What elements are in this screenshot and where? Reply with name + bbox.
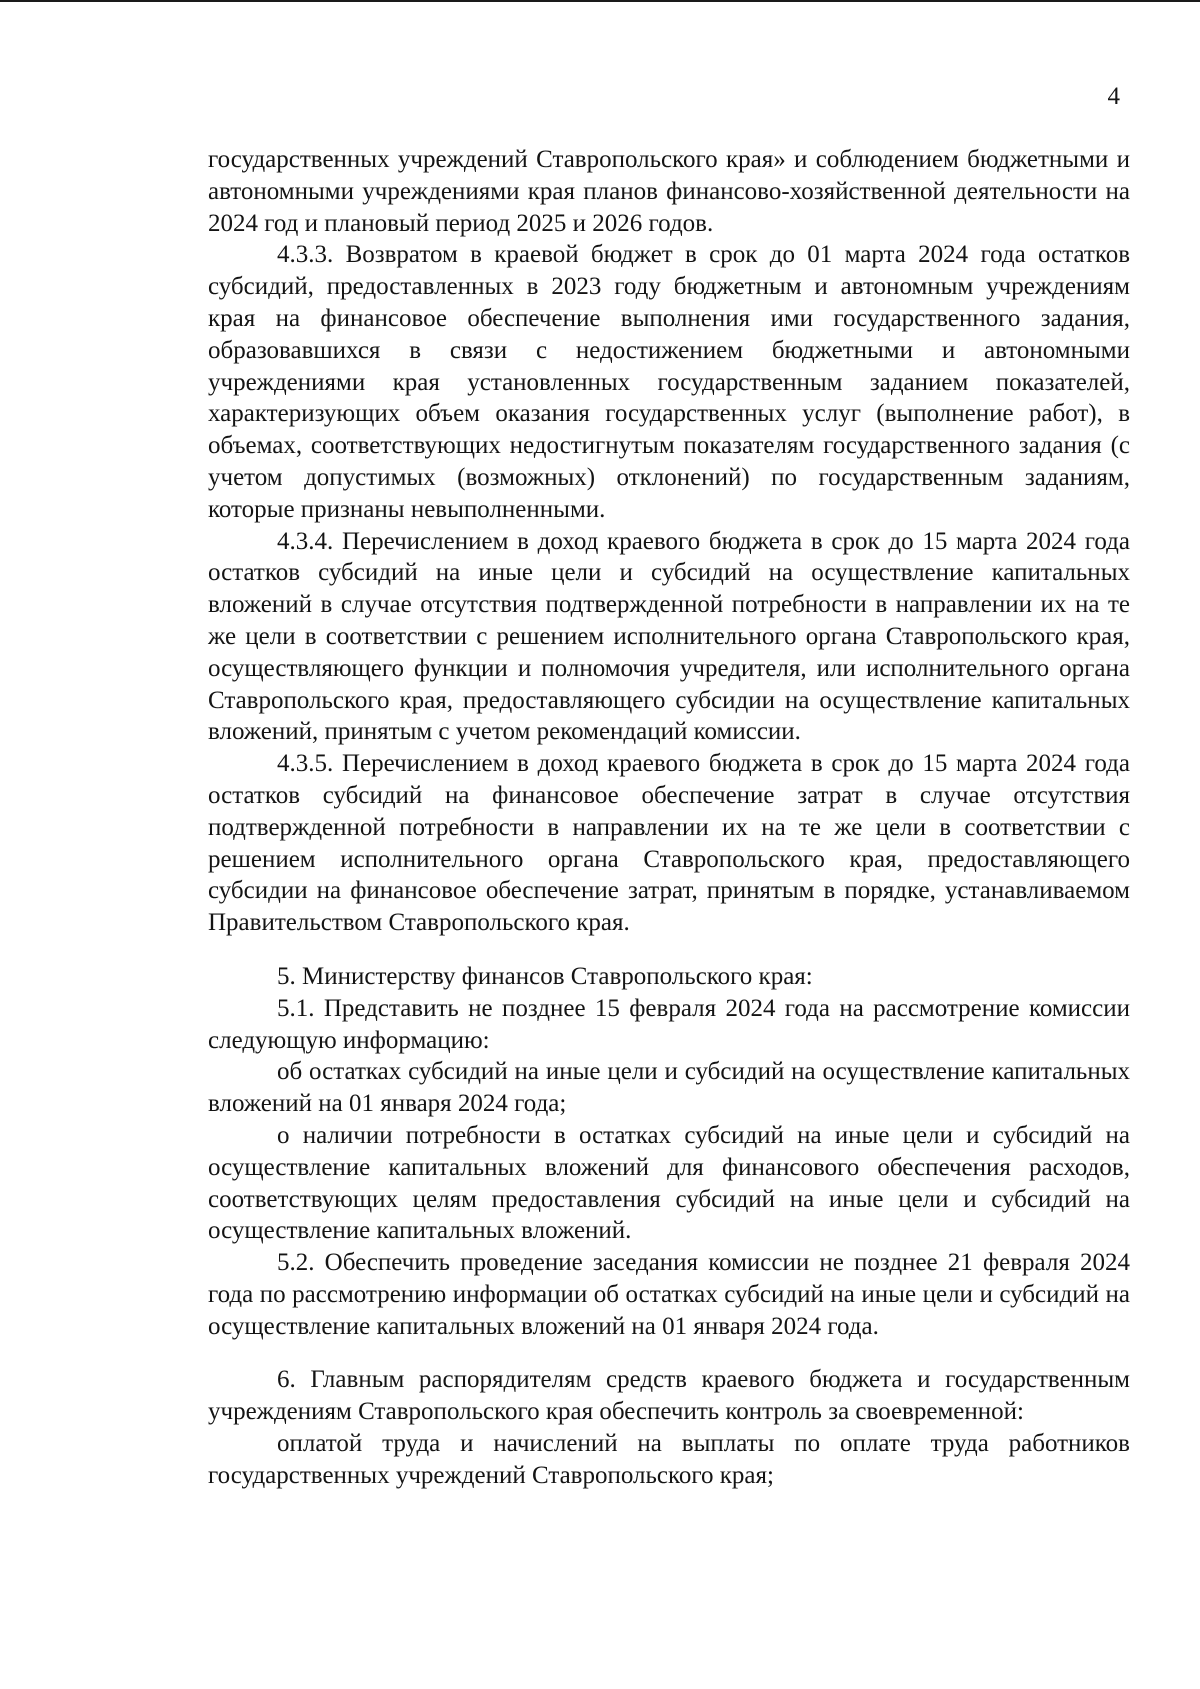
top-border-line	[0, 0, 1200, 6]
paragraph-6: 6. Главным распорядителям средств краевого бюджета и государственным учреждениям Ставропольского края обеспечить контроль за своевременной:	[208, 1366, 1130, 1426]
paragraph-6-item-1: оплатой труда и начислений на выплаты по оплате труда работников государственных учреждений Ставропольского края;	[208, 1430, 1130, 1489]
paragraph-continuation: государственных учреждений Ставропольского края» и соблюдением бюджетными и автономными учреждениями края планов финансово-хозяйственной деятельности на 2024 год и плановый период 2025 и 2026 годов.	[208, 146, 1130, 237]
paragraph-4-3-5: 4.3.5. Перечислением в доход краевого бюджета в срок до 15 марта 2024 года остатков субсидий на финансовое обеспечение затрат в случае отсутствия подтвержденной потребности в направлении их на те же цели в соответствии с решением исполнительного органа Ставропольского края, предоставляющего субсидии на финансовое обеспечение затрат, принятым в порядке, устанавливаемом Правительством Ставропольского края.	[208, 750, 1130, 937]
paragraph-5-2: 5.2. Обеспечить проведение заседания комиссии не позднее 21 февраля 2024 года по рассмотрению информации об остатках субсидий на иные цели и субсидий на осуществление капитальных вложений на 01 января 2024 года.	[208, 1249, 1130, 1340]
paragraph-5-1-item-1: об остатках субсидий на иные цели и субсидий на осуществление капитальных вложений на 01 января 2024 года;	[208, 1058, 1130, 1118]
paragraph-5-1-item-2: о наличии потребности в остатках субсидий на иные цели и субсидий на осуществление капитальных вложений для финансового обеспечения расходов, соответствующих целям предоставления субсидий на иные цели и субсидий на осуществление капитальных вложений.	[208, 1121, 1130, 1245]
page-number: 4	[1107, 83, 1120, 110]
paragraph-5: 5. Министерству финансов Ставропольского края:	[277, 962, 813, 990]
paragraph-4-3-3: 4.3.3. Возвратом в краевой бюджет в срок до 01 марта 2024 года остатков субсидий, предоставленных в 2023 году бюджетным и автономным учреждениям края на финансовое обеспечение выполнения ими государственного задания, образовавшихся в связи с недостижением бюджетными и автономными учреждениями края установленных государственным заданием показателей, характеризующих объем оказания государственных услуг (выполнение работ), в объемах, соответствующих недостигнутым показателям государственного задания (с учетом допустимых (возможных) отклонений) по государственным заданиям, которые признаны невыполненными.	[208, 241, 1130, 523]
document-body	[208, 144, 1130, 1492]
paragraph-5-1: 5.1. Представить не позднее 15 февраля 2024 года на рассмотрение комиссии следующую информацию:	[208, 994, 1130, 1054]
paragraph-4-3-4: 4.3.4. Перечислением в доход краевого бюджета в срок до 15 марта 2024 года остатков субсидий на иные цели и субсидий на осуществление капитальных вложений в случае отсутствия подтвержденной потребности в направлении их на те же цели в соответствии с решением исполнительного органа Ставропольского края, осуществляющего функции и полномочия учредителя, или исполнительного органа Ставропольского края, предоставляющего субсидии на осуществление капитальных вложений, принятым с учетом рекомендаций комиссии.	[208, 527, 1130, 746]
